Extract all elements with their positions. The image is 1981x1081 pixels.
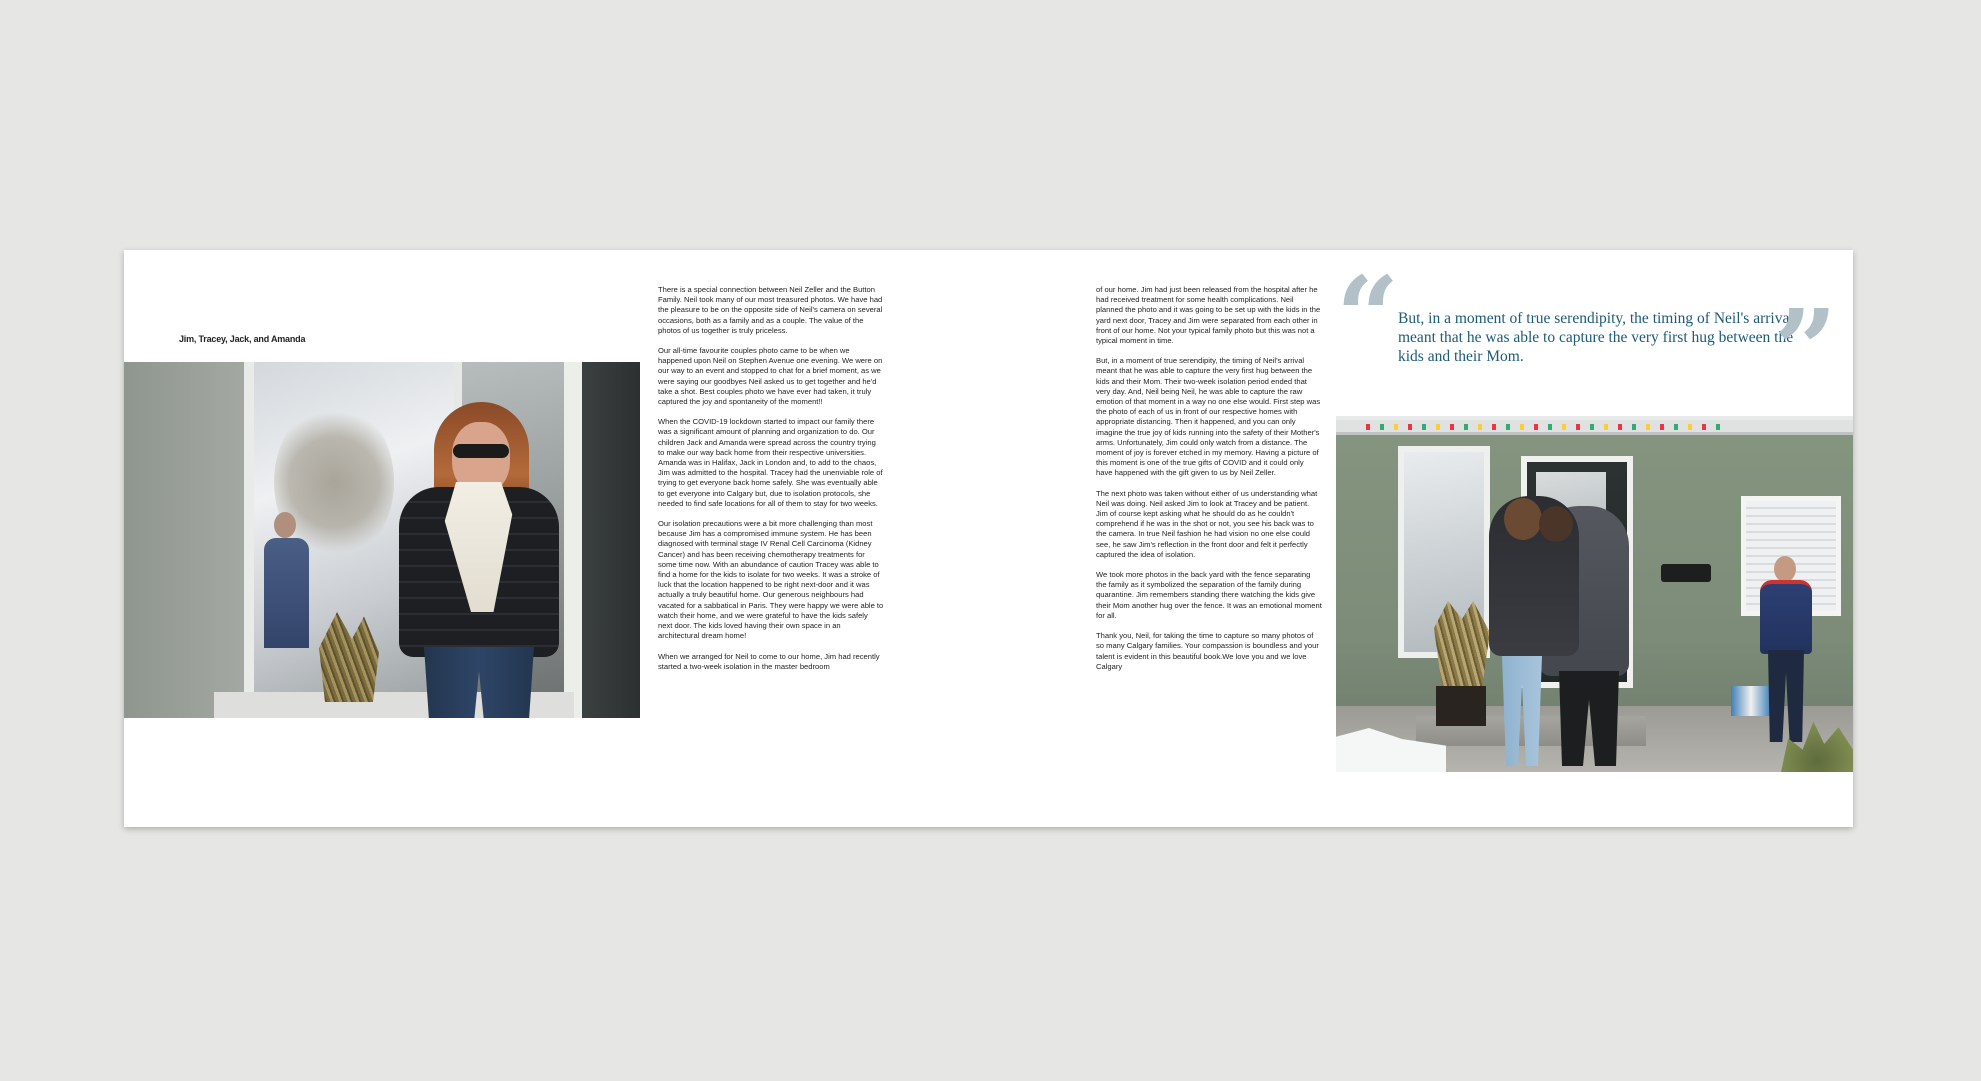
open-quote-icon: “ <box>1336 252 1400 381</box>
text-column-1 <box>658 285 884 682</box>
close-quote-icon: ” <box>1774 285 1838 414</box>
paragraph: of our home. Jim had just been released from the hospital after he had received treatment for some health complications. Neil planned the photo and it was going to be set up with the kids in the yard next door, Tracey and Jim were separated from each other in front of our home. Not your typical family photo but this was not a typical moment in time. <box>1096 285 1321 346</box>
paragraph: Our all-time favourite couples photo came to be when we happened upon Neil on Stephen Avenue one evening. We were on our way to an event and stopped to chat for a brief moment, as we were saying our goodbyes Neil asked us to get together and he'd take a shot. Best couples photo we have ever had taken, it truly captured the joy and spontaneity of the moment!! <box>658 346 883 407</box>
photo-caption: Jim, Tracey, Jack, and Amanda <box>179 334 306 344</box>
paragraph: Thank you, Neil, for taking the time to capture so many photos of so many Calgary families. Your compassion is boundless and your talent is evident in this beautiful book.We love you and we love Calgary <box>1096 631 1319 671</box>
paragraph: When the COVID-19 lockdown started to impact our family there was a significant amount of planning and organization to do. Our children Jack and Amanda were spread across the country trying to make our way back home from their respective universities. Amanda was in Halifax, Jack in London and, to add to the chaos, Jim was admitted to the hospital. Tracey had the unenviable role of trying to get everyone back home safely. She was eventually able to get everyone into Calgary but, due to isolation protocols, she needed to find safe locations for all of them to stay for two weeks. <box>658 417 883 508</box>
paragraph: There is a special connection between Neil Zeller and the Button Family. Neil took many of our most treasured photos. We have had the pleasure to be on the opposite side of Neil's camera on several occasions, both as a family and as a couple. The value of the photos of us together is truly priceless. <box>658 285 883 335</box>
paragraph: We took more photos in the back yard with the fence separating the family as it symbolized the separation of the family during quarantine. Jim remembers standing there watching the kids give their Mom another hug over the fence. It was an emotional moment for all. <box>1096 570 1322 620</box>
paragraph: Our isolation precautions were a bit more challenging than most because Jim has a compromised immune system. He has been diagnosed with terminal stage IV Renal Cell Carcinoma (Kidney Cancer) and has been receiving chemotherapy treatments for some time now. With an abundance of caution Tracey was able to find a home for the kids to isolate for two weeks. It was a stroke of luck that the location happened to be right next-door and it was actually a truly beautiful home. Our generous neighbours had vacated for a sabbatical in Paris. They were happy we were able to watch their home, and we were grateful to have the kids safely next door. The kids loved having their own space in an architectural dream home! <box>658 519 884 641</box>
portrait-photo-tracey <box>124 362 640 718</box>
pull-quote: But, in a moment of true serendipity, the timing of Neil's arrival meant that he was able to capture the very first hug between the kids and their Mom. <box>1398 310 1794 365</box>
paragraph: When we arranged for Neil to come to our home, Jim had recently started a two-week isolation in the master bedroom <box>658 651 880 671</box>
paragraph: The next photo was taken without either of us understanding what Neil was doing. Neil asked Jim to look at Tracey and be patient. Jim of course kept asking what he should do as he couldn't comprehend if he was in the shot or not, you see his back was to the camera. In true Neil fashion he had vision no one else could see, he saw Jim's reflection in the front door and felt it perfectly captured the idea of isolation. <box>1096 488 1318 559</box>
text-column-2 <box>1096 285 1322 682</box>
family-hug-photo <box>1336 416 1853 772</box>
paragraph: But, in a moment of true serendipity, the timing of Neil's arrival meant that he was able to capture the very first hug between the kids and their Mom. Their two-week isolation period ended that very day. And, Neil being Neil, he was able to capture the raw emotion of that moment in a way no one else would. First step was the photo of each of us in front of our respective homes with appropriate distancing. Then it happened, and you can only imagine the true joy of kids running into the safety of their Mother's arms. Unfortunately, Jim could only watch from a distance. The moment of joy is forever etched in my memory. Having a picture of this moment is one of the true gifts of COVID and it could only have happened with the gift given to us by Neil Zeller. <box>1096 356 1321 478</box>
book-spread <box>124 250 1853 827</box>
